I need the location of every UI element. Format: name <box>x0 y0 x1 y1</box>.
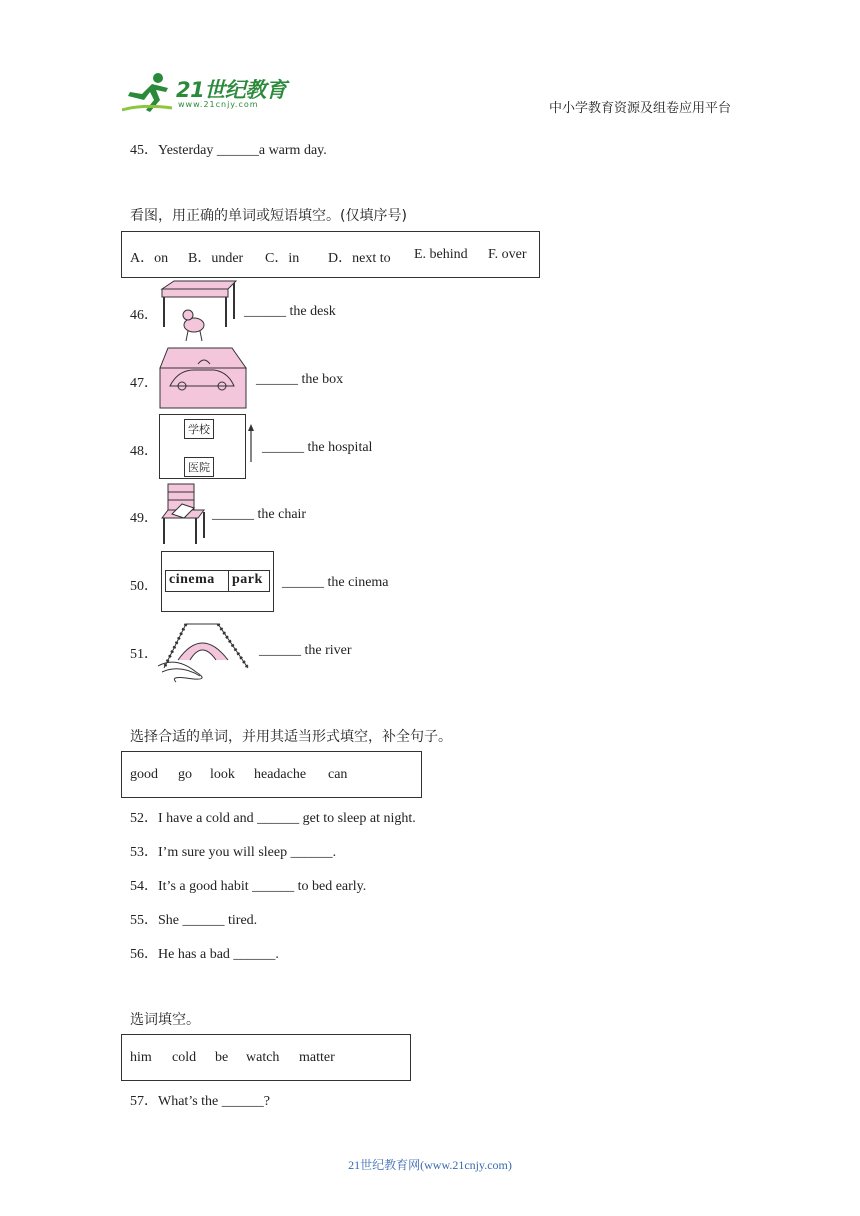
section1-options-box <box>121 231 540 278</box>
section2-word-box <box>121 751 422 798</box>
question-45: 45．Yesterday ______a warm day. <box>130 143 327 158</box>
logo <box>122 70 292 116</box>
option-e: E. behind <box>414 247 468 262</box>
option-b: B．under <box>188 251 244 266</box>
header-platform-text: 中小学教育资源及组卷应用平台 <box>549 101 732 116</box>
park-label: park <box>232 572 263 587</box>
arrow-up-icon <box>246 424 256 464</box>
cinema-label: cinema <box>169 572 215 587</box>
section1-instruction: 看图，用正确的单词或短语填空。(仅填序号) <box>130 208 407 224</box>
map-picture <box>159 414 246 479</box>
question-56: 56．He has a bad ______. <box>130 947 279 962</box>
word-headache: headache <box>254 767 307 782</box>
section2-instruction: 选择合适的单词，并用其适当形式填空，补全句子。 <box>130 729 452 745</box>
word-him: him <box>130 1050 152 1065</box>
option-f: F. over <box>488 247 527 262</box>
sign-divider <box>228 571 229 591</box>
option-c: C．in <box>265 251 300 266</box>
section3-word-box <box>121 1034 411 1081</box>
q50-number: 50． <box>130 579 158 594</box>
school-label: 学校 <box>184 419 214 439</box>
word-be: be <box>215 1050 229 1065</box>
q50-text: ______ the cinema <box>282 575 389 590</box>
q46-text: ______ the desk <box>244 304 336 319</box>
q49-text: ______ the chair <box>212 507 307 522</box>
cinema-park-picture <box>161 551 274 612</box>
question-52: 52．I have a cold and ______ get to sleep at night. <box>130 811 416 826</box>
q48-number: 48． <box>130 444 158 459</box>
option-a: A．on <box>130 251 169 266</box>
word-matter: matter <box>299 1050 335 1065</box>
word-good: good <box>130 767 158 782</box>
q48-text: ______ the hospital <box>262 440 373 455</box>
word-look: look <box>210 767 235 782</box>
question-55: 55．She ______ tired. <box>130 913 258 928</box>
footer-text: 21世纪教育网(www.21cnjy.com) <box>348 1158 512 1172</box>
question-54: 54．It’s a good habit ______ to bed early. <box>130 879 367 894</box>
q47-text: ______ the box <box>256 372 344 387</box>
q49-number: 49． <box>130 511 158 526</box>
runner-logo-icon <box>122 70 174 116</box>
word-can: can <box>328 767 348 782</box>
question-53: 53．I’m sure you will sleep ______. <box>130 845 337 860</box>
question-57: 57．What’s the ______? <box>130 1094 270 1109</box>
q51-number: 51． <box>130 647 158 662</box>
box-picture-icon <box>158 346 250 412</box>
word-cold: cold <box>172 1050 197 1065</box>
desk-picture-icon <box>158 279 240 345</box>
word-go: go <box>178 767 192 782</box>
sign-board <box>165 570 270 592</box>
q51-text: ______ the river <box>259 643 352 658</box>
option-d: D．next to <box>328 251 391 266</box>
bridge-picture-icon <box>156 616 252 684</box>
q47-number: 47． <box>130 376 158 391</box>
q46-number: 46． <box>130 308 158 323</box>
logo-text: 21世纪教育 <box>176 78 287 102</box>
word-watch: watch <box>246 1050 280 1065</box>
chair-picture-icon <box>158 482 208 546</box>
logo-url: www.21cnjy.com <box>178 100 259 109</box>
hospital-label: 医院 <box>184 457 214 477</box>
section3-instruction: 选词填空。 <box>130 1012 200 1028</box>
